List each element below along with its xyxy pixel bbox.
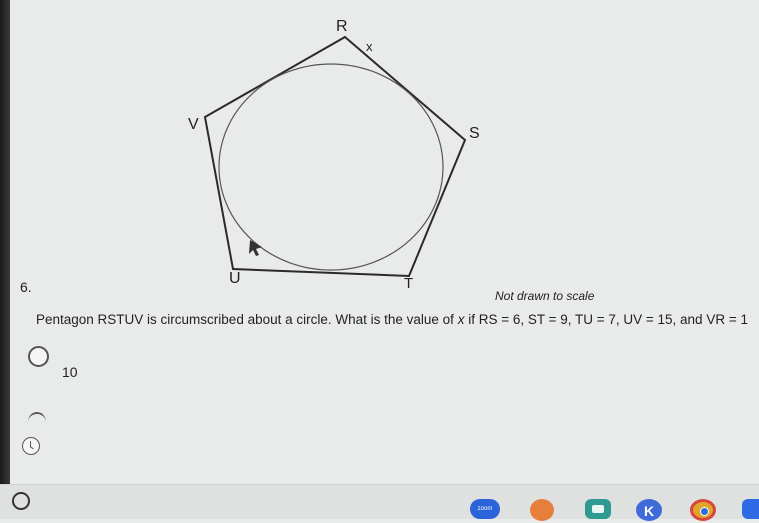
question-text (36, 312, 748, 327)
vertex-label-s: S (469, 125, 480, 142)
question-variable: x (457, 312, 465, 327)
answer-radio-button[interactable] (28, 346, 49, 367)
vertex-label-u: U (229, 270, 241, 287)
question-text-start: Pentagon RSTUV is circumscribed about a circle. What is the value of (36, 312, 458, 327)
inscribed-circle (219, 64, 443, 270)
vertex-label-t: T (404, 275, 414, 292)
answer-value: 10 (62, 364, 78, 380)
zoom-icon[interactable]: zoom (470, 499, 500, 519)
kahoot-icon[interactable]: K (636, 499, 662, 521)
question-number: 6. (20, 279, 32, 295)
side-label-x: x (366, 39, 373, 54)
vertex-label-r: R (336, 18, 348, 35)
scale-note: Not drawn to scale (495, 289, 595, 303)
vertex-label-v: V (188, 116, 199, 133)
partial-radio-icon[interactable] (28, 412, 46, 432)
app-icon[interactable] (742, 499, 759, 519)
clock-icon[interactable] (22, 437, 40, 455)
question-text-end: if RS = 6, ST = 9, TU = 7, UV = 15, and VR = 1 (464, 312, 748, 327)
slides-icon[interactable] (585, 499, 611, 519)
launcher-icon[interactable] (12, 492, 30, 510)
pentagon (205, 37, 465, 276)
taskbar (0, 484, 759, 519)
